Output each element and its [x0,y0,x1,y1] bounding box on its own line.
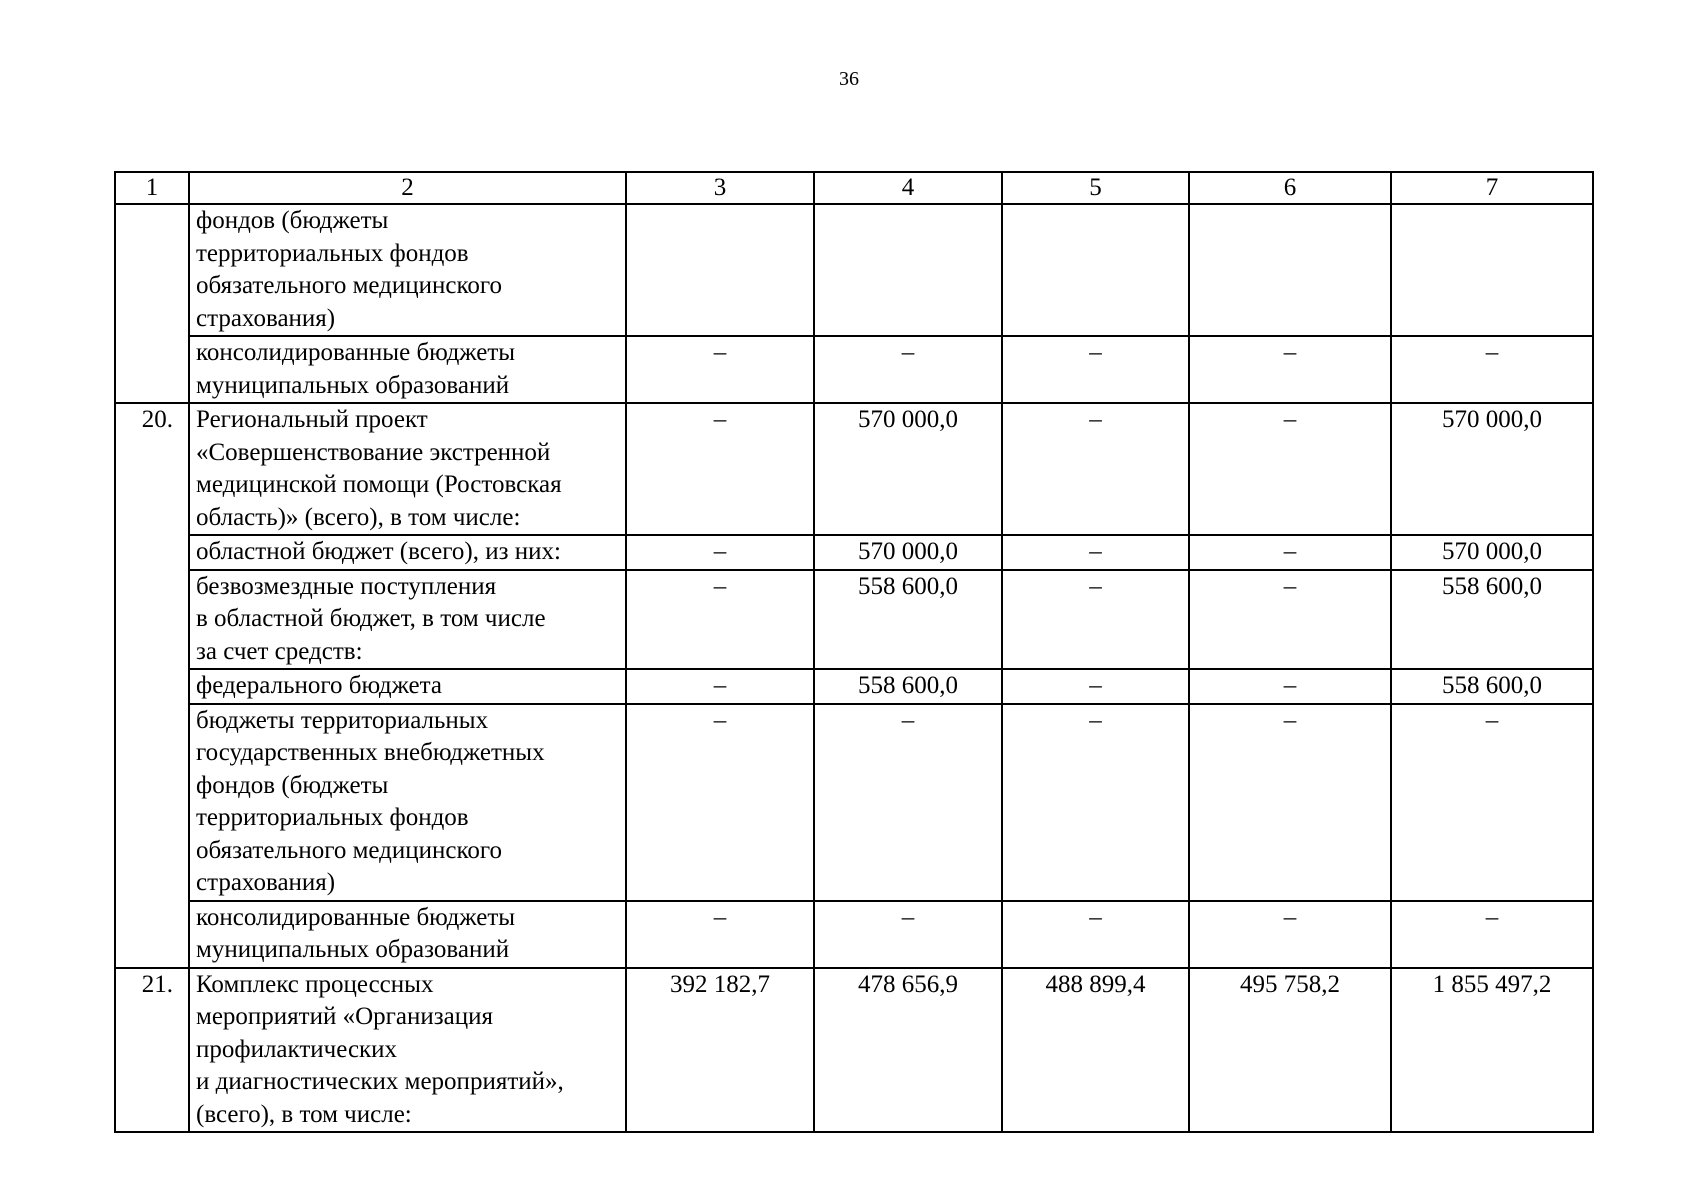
value-cell-col4 [814,204,1002,336]
row-name-line: безвозмездные поступления [196,572,497,600]
value-cell-col4: 570 000,0 [814,535,1002,570]
row-name [189,336,626,403]
row-name-line: муниципальных образований [196,371,510,399]
page-number: 36 [839,68,859,90]
value-cell-col5: – [1002,336,1189,403]
header-cell-3: 3 [626,172,814,204]
value-cell-col3: 392 182,7 [626,968,814,1133]
value-cell-col6: 495 758,2 [1189,968,1391,1133]
header-cell-2: 2 [189,172,626,204]
row-name [189,570,626,670]
value-cell-col5: 488 899,4 [1002,968,1189,1133]
row-name-line: консолидированные бюджеты [196,339,516,366]
value-cell-col7: 558 600,0 [1391,570,1593,670]
row-number: 21. [115,968,189,1133]
row-name-line: федерального бюджета [196,672,442,699]
table-row [115,403,1593,535]
value-cell-col6: – [1189,704,1391,901]
row-name-line: Региональный проект [196,406,428,433]
value-cell-col5: – [1002,403,1189,535]
table-row [115,336,1593,403]
row-name-line: медицинской помощи (Ростовская [196,471,562,498]
row-name-line: обязательного медицинского [196,272,503,299]
value-cell-col6: – [1189,570,1391,670]
row-name-line: бюджеты территориальных [196,706,489,734]
row-name-line: (всего), в том числе: [196,1100,412,1128]
row-number [115,204,189,403]
table-row [115,968,1593,1133]
value-cell-col6: – [1189,403,1391,535]
value-cell-col4: 478 656,9 [814,968,1002,1133]
value-cell-col3: – [626,535,814,570]
value-cell-col6: – [1189,669,1391,704]
row-name-line: страхования) [196,304,336,332]
value-cell-col3: – [626,669,814,704]
header-cell-6: 6 [1189,172,1391,204]
row-name-line: территориальных фондов [196,804,469,831]
row-name [189,968,626,1133]
header-cell-1: 1 [115,172,189,204]
row-name-line: в областной бюджет, в том числе [196,605,546,632]
value-cell-col5: – [1002,901,1189,968]
table-row [115,901,1593,968]
row-name-line: фондов (бюджеты [196,207,389,234]
table-row [115,204,1593,336]
header-cell-7: 7 [1391,172,1593,204]
value-cell-col4: – [814,901,1002,968]
row-name-line: профилактических [196,1035,398,1063]
value-cell-col3: – [626,403,814,535]
header-cell-5: 5 [1002,172,1189,204]
value-cell-col6: – [1189,535,1391,570]
header-row [115,172,1593,204]
row-name-line: фондов (бюджеты [196,771,389,799]
row-name-line: страхования) [196,869,336,896]
table-row [115,704,1593,901]
row-name-line: территориальных фондов [196,239,469,267]
value-cell-col7: 558 600,0 [1391,669,1593,704]
row-name [189,535,626,570]
row-name [189,704,626,901]
value-cell-col4: 558 600,0 [814,570,1002,670]
row-name-line: областной бюджет (всего), из них: [196,538,561,565]
row-name-line: государственных внебюджетных [196,739,545,766]
row-number: 20. [115,403,189,968]
value-cell-col7: – [1391,336,1593,403]
row-name-line: за счет средств: [196,637,363,665]
budget-table [114,171,1594,1133]
value-cell-col3: – [626,901,814,968]
value-cell-col3: – [626,704,814,901]
table-row [115,535,1593,570]
value-cell-col6: – [1189,336,1391,403]
value-cell-col4: – [814,336,1002,403]
row-name-line: мероприятий «Организация [196,1003,493,1030]
value-cell-col6 [1189,204,1391,336]
value-cell-col3: – [626,336,814,403]
row-name-line: «Совершенствование экстренной [196,438,551,466]
table-row [115,669,1593,704]
value-cell-col5 [1002,204,1189,336]
value-cell-col4: – [814,704,1002,901]
row-name-line: обязательного медицинского [196,836,503,864]
header-cell-4: 4 [814,172,1002,204]
value-cell-col5: – [1002,669,1189,704]
value-cell-col7: 1 855 497,2 [1391,968,1593,1133]
value-cell-col7: – [1391,704,1593,901]
row-name-line: муниципальных образований [196,936,510,963]
row-name-line: консолидированные бюджеты [196,903,516,931]
value-cell-col4: 570 000,0 [814,403,1002,535]
row-name [189,669,626,704]
value-cell-col6: – [1189,901,1391,968]
value-cell-col7 [1391,204,1593,336]
row-name-line: и диагностических мероприятий», [196,1068,564,1095]
value-cell-col5: – [1002,535,1189,570]
value-cell-col5: – [1002,570,1189,670]
table-row [115,570,1593,670]
row-name [189,403,626,535]
row-name-line: область)» (всего), в том числе: [196,503,521,531]
value-cell-col3 [626,204,814,336]
value-cell-col7: 570 000,0 [1391,403,1593,535]
value-cell-col7: 570 000,0 [1391,535,1593,570]
row-name-line: Комплекс процессных [196,970,434,998]
row-name [189,204,626,336]
value-cell-col5: – [1002,704,1189,901]
value-cell-col7: – [1391,901,1593,968]
value-cell-col4: 558 600,0 [814,669,1002,704]
row-name [189,901,626,968]
value-cell-col3: – [626,570,814,670]
